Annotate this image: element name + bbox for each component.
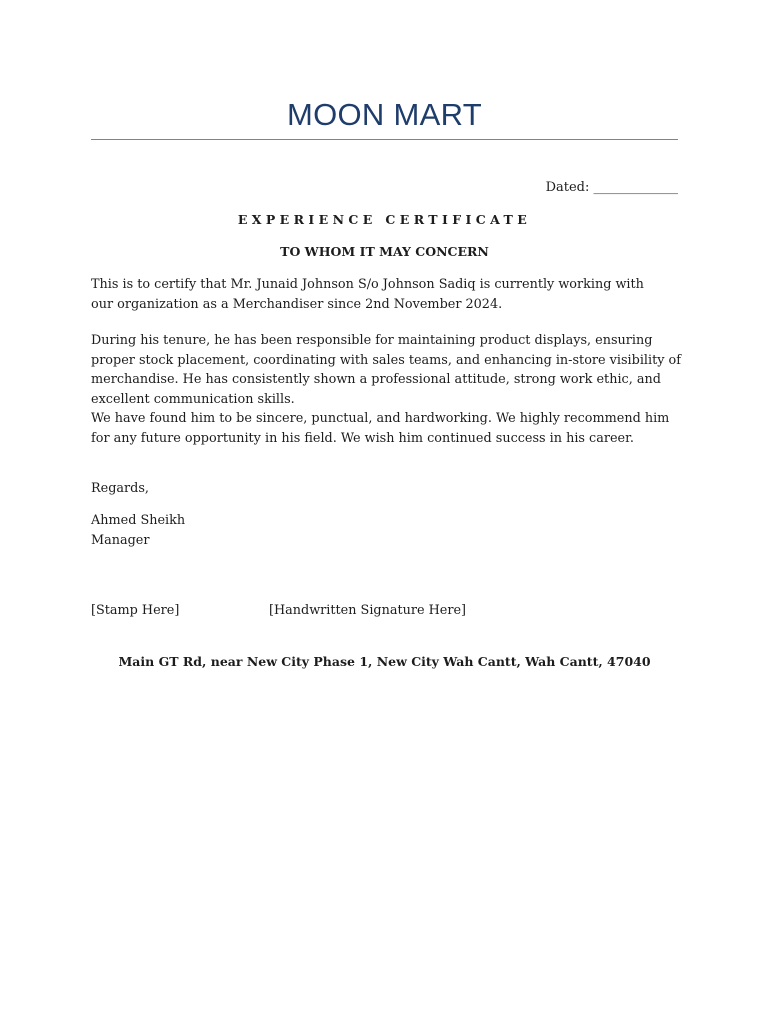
signatory-block: [91, 511, 185, 550]
certificate-heading: EXPERIENCE CERTIFICATE: [237, 212, 532, 227]
salutation-heading: TO WHOM IT MAY CONCERN: [280, 244, 489, 259]
signature-placeholder: [Handwritten Signature Here]: [269, 603, 467, 618]
closing-regards: Regards,: [91, 481, 149, 496]
signatory-title: Manager: [91, 532, 150, 548]
paragraph-recommendation: We have found him to be sincere, punctual, and hardworking. We highly recommend him for any future opportunity in his field. We wish him continued success in his career.: [91, 411, 670, 446]
company-name: MOON MART: [286, 97, 482, 132]
stamp-placeholder: [Stamp Here]: [91, 603, 180, 618]
footer-address: Main GT Rd, near New City Phase 1, New City Wah Cantt, Wah Cantt, 47040: [118, 654, 651, 669]
paragraph-responsibilities: During his tenure, he has been responsible for maintaining product displays, ensuring proper stock placement, coordinating with sales teams, and enhancing in-store visibility of merchandise. He has consistently shown a professional attitude, strong work ethic, and excellent communication skills.: [91, 333, 681, 407]
dated-field: Dated: _____________: [545, 180, 678, 195]
signatory-name: Ahmed Sheikh: [91, 513, 186, 528]
paragraph-intro: This is to certify that Mr. Junaid Johnson S/o Johnson Sadiq is currently working with our organization as a Merchandiser since 2nd November 2024.: [91, 277, 644, 312]
title-divider: [91, 139, 678, 140]
